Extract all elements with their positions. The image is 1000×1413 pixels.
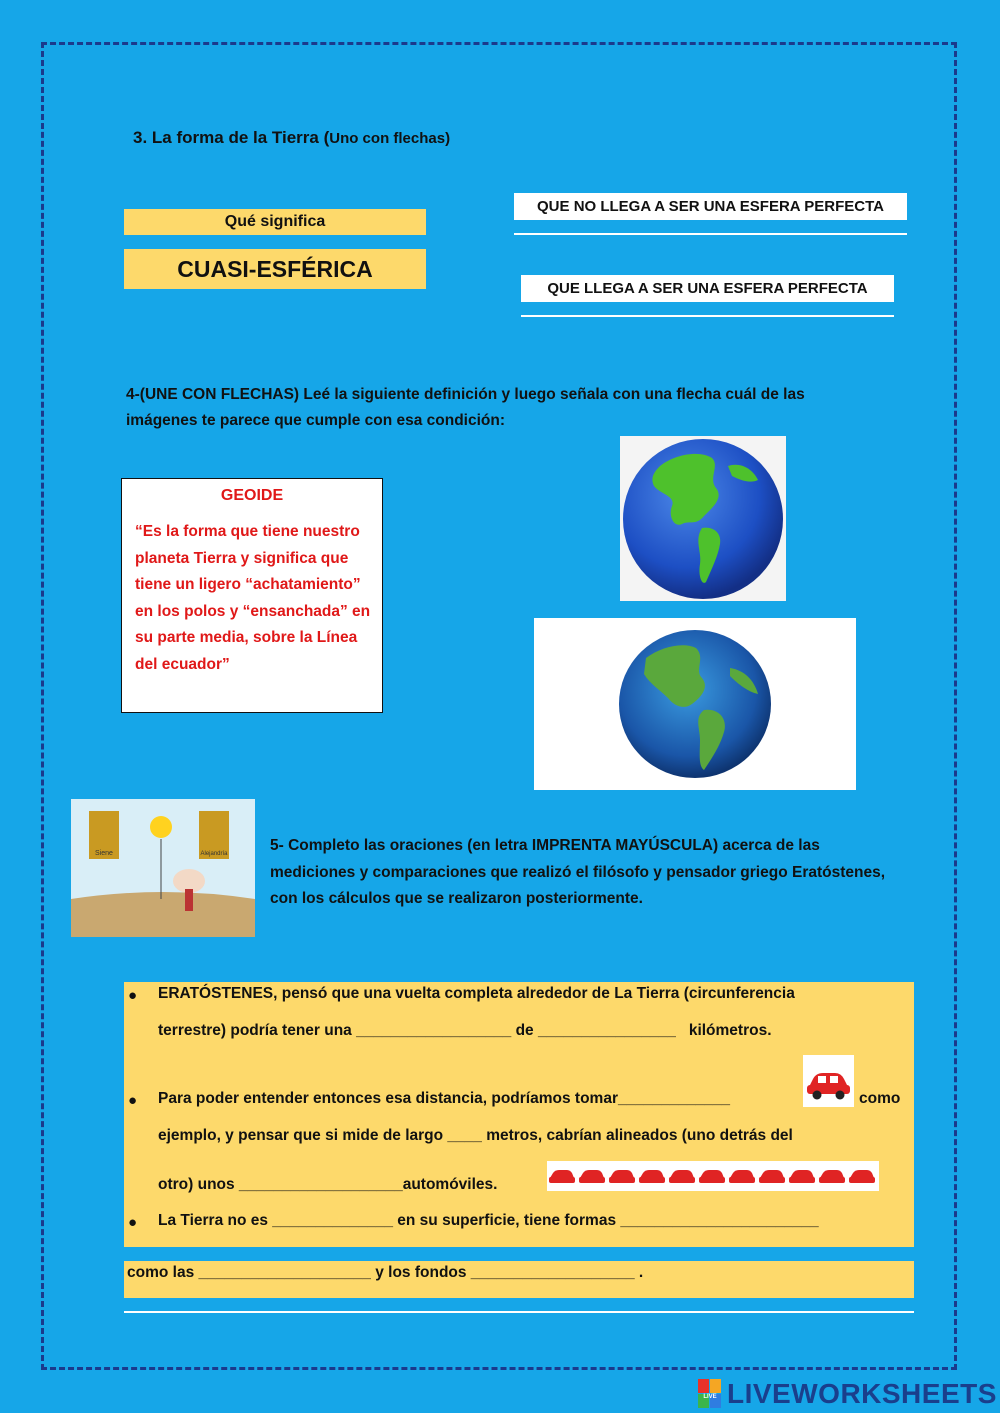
bottom-answer-line bbox=[124, 1311, 914, 1313]
option-no-perfect-sphere[interactable]: QUE NO LLEGA A SER UNA ESFERA PERFECTA bbox=[514, 193, 907, 220]
bullet-3: ● bbox=[128, 1214, 138, 1231]
city-label-alejandria: Alejandría bbox=[200, 851, 228, 857]
sentence-2-line-1-end: como bbox=[859, 1090, 901, 1107]
bullet-1: ● bbox=[128, 987, 138, 1004]
globe-perfect-sphere-image[interactable] bbox=[620, 436, 786, 601]
eratosthenes-illustration-icon bbox=[71, 799, 255, 937]
section4-instruction: 4-(UNE CON FLECHAS) Leé la siguiente definición y luego señala con una flecha cuál de las imágenes te parece que cumple con esa condición: bbox=[126, 386, 805, 429]
city-label-siene: Siene bbox=[95, 850, 113, 857]
geoide-definition-box[interactable] bbox=[121, 478, 383, 713]
geoide-title: GEOIDE bbox=[220, 487, 284, 504]
live-badge-icon bbox=[698, 1379, 722, 1409]
sentence-1-line-1: ERATÓSTENES, pensó que una vuelta completa alrededor de La Tierra (circunferencia bbox=[158, 985, 795, 1002]
car-icon bbox=[803, 1055, 854, 1107]
option-perfect-sphere[interactable]: QUE LLEGA A SER UNA ESFERA PERFECTA bbox=[521, 275, 894, 302]
sentence-2-line-2[interactable]: ejemplo, y pensar que si mide de largo ____ metros, cabrían alineados (uno detrás del bbox=[158, 1127, 793, 1144]
car-image bbox=[803, 1055, 854, 1107]
globe-geoid-icon bbox=[534, 618, 856, 790]
section3-subtitle: Uno con flechas) bbox=[329, 130, 451, 147]
globe-sphere-icon bbox=[620, 436, 786, 601]
section5-instruction: 5- Completo las oraciones (en letra IMPRENTA MAYÚSCULA) acerca de las mediciones y comparaciones que realizó el filósofo y pensador griego Eratóstenes, con los cálculos que se realizaron posteriormente. bbox=[270, 837, 886, 907]
globe-geoid-image[interactable] bbox=[534, 618, 856, 790]
section3-number: 3. bbox=[133, 128, 148, 147]
answer-line-2 bbox=[521, 315, 894, 317]
car-row-icon bbox=[547, 1161, 879, 1191]
car-row-image bbox=[547, 1161, 879, 1191]
sentence-2-line-1[interactable]: Para poder entender entonces esa distancia, podríamos tomar_____________ bbox=[158, 1090, 731, 1107]
term-cuasi-esferica[interactable]: CUASI-ESFÉRICA bbox=[124, 249, 426, 289]
sentence-3-line-2[interactable]: como las ____________________ y los fondos ___________________ . bbox=[127, 1264, 644, 1281]
eratosthenes-illustration bbox=[71, 799, 255, 937]
geoide-definition: “Es la forma que tiene nuestro planeta Tierra y significa que tiene un ligero “achatamiento” en los polos y “ensanchada” en su parte media, sobre la Línea del ecuador” bbox=[135, 523, 371, 673]
live-badge-text: LIVE bbox=[703, 1394, 717, 1400]
liveworksheets-logo[interactable] bbox=[698, 1378, 997, 1410]
section3-heading bbox=[133, 128, 450, 148]
answer-line-1 bbox=[514, 233, 907, 235]
section3-title: La forma de la Tierra ( bbox=[151, 128, 330, 147]
bullet-2: ● bbox=[128, 1092, 138, 1109]
logo-text: LIVEWORKSHEETS bbox=[727, 1378, 997, 1409]
sentence-2-line-3[interactable]: otro) unos ___________________automóviles. bbox=[158, 1176, 498, 1193]
sentence-3-line-1[interactable]: La Tierra no es ______________ en su superficie, tiene formas _______________________ bbox=[158, 1212, 819, 1229]
sentence-1-line-2[interactable]: terrestre) podría tener una __________________ de ________________ kilómetros. bbox=[158, 1022, 772, 1039]
question-label: Qué significa bbox=[124, 209, 426, 235]
